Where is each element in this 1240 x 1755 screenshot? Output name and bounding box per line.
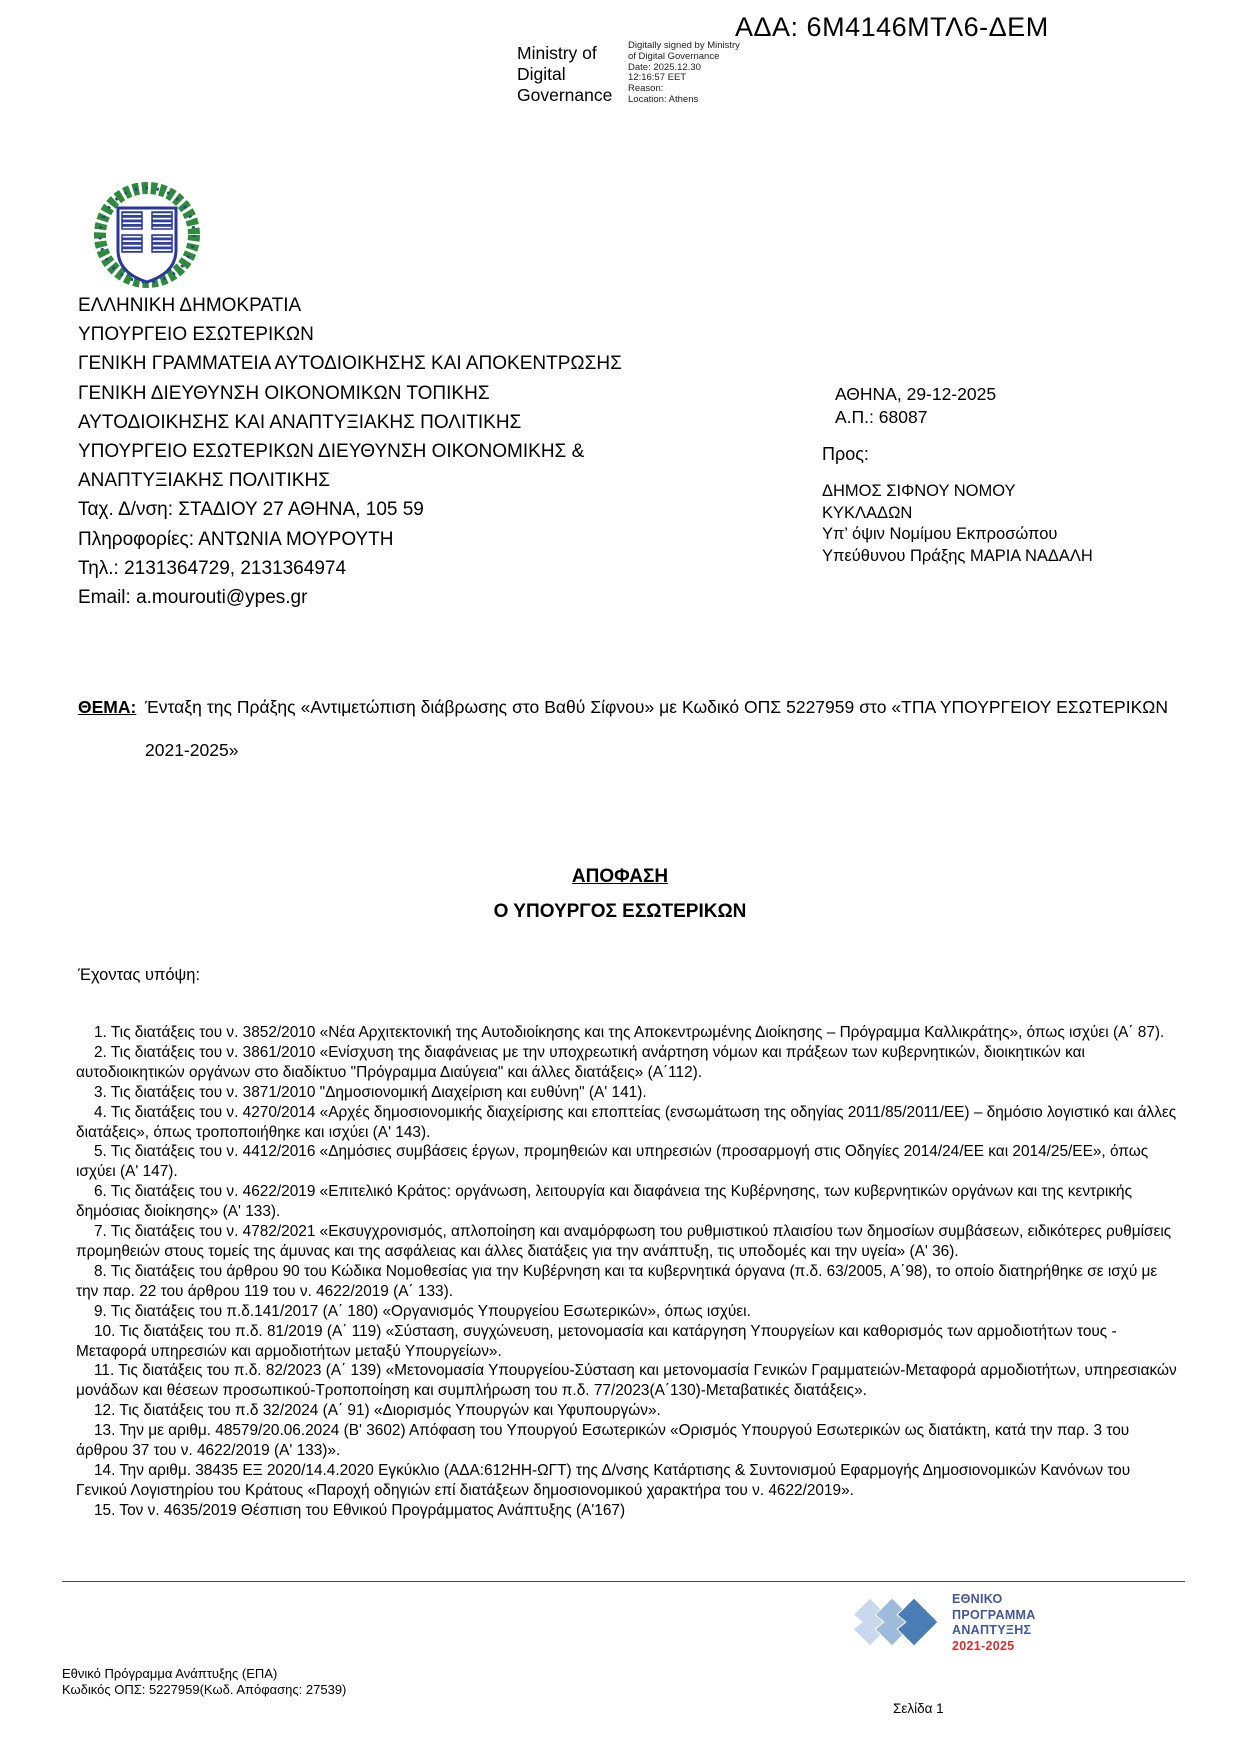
recipient-lines [822,481,1093,567]
agency-header-line: ΓΕΝΙΚΗ ΔΙΕΥΘΥΝΣΗ ΟΙΚΟΝΟΜΙΚΩΝ ΤΟΠΙΚΗΣ [78,382,490,404]
signature-detail-line: Digitally signed by Ministry [628,40,740,51]
footer-code-line: Κωδικός ΟΠΣ: 5227959(Κωδ. Απόφασης: 27539) [62,1682,347,1697]
subject-section [78,686,1168,772]
consideration-item: 11. Τις διατάξεις του π.δ. 82/2023 (Α΄ 139) «Μετονομασία Υπουργείου-Σύσταση και μετονομασία Γενικών Γραμματειών-Μεταφορά αρμοδιοτήτων, υπηρεσιακών μονάδων και θέσεων προσωπικού-Τροποποίηση και συμπλήρωση του π.δ. 77/2023(Α΄130)-Μεταβατικές διατάξεις». [76,1362,1177,1400]
recipient-block [822,444,1093,567]
signature-detail-line: Reason: [628,83,664,95]
agency-header-line: Email: a.mourouti@ypes.gr [78,587,308,609]
consideration-item: 13. Την με αριθμ. 48579/20.06.2024 (Β' 3602) Απόφαση του Υπουργού Εσωτερικών «Ορισμός Υπουργού Εσωτερικών ως διατάκτη, κατά την παρ. 3 του άρθρου 37 του ν. 4622/2019 (Α' 133)». [76,1422,1130,1460]
greek-coat-of-arms-icon [84,170,210,305]
signature-detail-line: 12:16:57 EET [628,72,687,84]
agency-header-line: ΓΕΝΙΚΗ ΓΡΑΜΜΑΤΕΙΑ ΑΥΤΟΔΙΟΙΚΗΣΗΣ ΚΑΙ ΑΠΟΚΕΝΤΡΩΣΗΣ [78,353,622,375]
agency-header-line: ΑΥΤΟΔΙΟΙΚΗΣΗΣ ΚΑΙ ΑΝΑΠΤΥΞΙΑΚΗΣ ΠΟΛΙΤΙΚΗΣ [78,411,522,433]
consideration-item: 7. Τις διατάξεις του ν. 4782/2021 «Εκσυγχρονισμός, απλοποίηση και αναμόρφωση του ρυθμιστικού πλαισίου των δημοσίων συμβάσεων, ειδικότερες ρυθμίσεις προμηθειών στους τομείς της άμυνας και της ασφάλειας και άλλες διατάξεις για την ανάπτυξη, τις υποδομές και την υγεία» (Α' 36). [76,1223,1172,1260]
ada-code: ΑΔΑ: 6Μ4146ΜΤΛ6-ΔΕΜ [735,12,1049,42]
consideration-item: 1. Τις διατάξεις του ν. 3852/2010 «Νέα Αρχιτεκτονική της Αυτοδιοίκησης και της Αποκεντρωμένης Διοίκησης – Πρόγραμμα Καλλικράτης», όπως ισχύει (Α΄ 87). [94,1024,1165,1041]
preamble: Έχοντας υπόψη: [78,966,201,984]
agency-header-line: ΑΝΑΠΤΥΞΙΑΚΗΣ ΠΟΛΙΤΙΚΗΣ [78,470,330,492]
digital-signature-name: Ministry of Digital Governance [517,43,613,105]
subject-text: Ένταξη της Πράξης «Αντιμετώπιση διάβρωσης στο Βαθύ Σίφνου» με Κωδικό ΟΠΣ 5227959 στο «ΤΠΑ ΥΠΟΥΡΓΕΙΟΥ ΕΣΩΤΕΡΙΚΩΝ 2021-2025» [145,697,1168,760]
consideration-item: 2. Τις διατάξεις του ν. 3861/2010 «Ενίσχυση της διαφάνειας με την υποχρεωτική ανάρτηση νόμων και πράξεων των κυβερνητικών, διοικητικών και αυτοδιοικητικών οργάνων στο διαδίκτυο "Πρόγραμμα Διαύγεια" και άλλες διατάξεις» (Α΄112). [76,1043,1085,1081]
recipient-line: Υπ’ όψιν Νομίμου Εκπροσώπου [822,525,1058,543]
epa-logo-line-2: ΠΡΟΓΡΑΜΜΑ [952,1607,1036,1622]
protocol-number-line: Α.Π.: 68087 [835,407,928,427]
agency-header [78,291,622,612]
consideration-item: 9. Τις διατάξεις του π.δ.141/2017 (Α΄ 180) «Οργανισμός Υπουργείου Εσωτερικών», όπως ισχύει. [94,1302,751,1320]
consideration-item: 4. Τις διατάξεις του ν. 4270/2014 «Αρχές δημοσιονομικής διαχείρισης και εποπτείας (ενσωμάτωση της οδηγίας 2011/85/2011/ΕΕ) – δημόσιο λογιστικό και άλλες διατάξεις», όπως τροποποιήθηκε και ισχύει (Α' 143). [76,1103,1177,1141]
footer-program-line: Εθνικό Πρόγραμμα Ανάπτυξης (ΕΠΑ) [62,1666,278,1681]
agency-header-line: ΕΛΛΗΝΙΚΗ ΔΗΜΟΚΡΑΤΙΑ [78,295,302,316]
footer-info [62,1666,346,1698]
city-date-line: ΑΘΗΝΑ, 29-12-2025 [835,384,997,404]
recipient-line: ΚΥΚΛΑΔΩΝ [822,503,913,522]
consideration-item: 5. Τις διατάξεις του ν. 4412/2016 «Δημόσιες συμβάσεις έργων, προμηθειών και υπηρεσιών (προσαρμογή στις Οδηγίες 2014/24/ΕΕ και 2014/25/ΕΕ», όπως ισχύει (Α' 147). [76,1143,1149,1181]
agency-header-line: Ταχ. Δ/νση: ΣΤΑΔΙΟΥ 27 ΑΘΗΝΑ, 105 59 [78,499,424,521]
agency-header-line: Τηλ.: 2131364729, 2131364974 [78,557,347,579]
epa-logo-icon [842,1584,946,1665]
signature-detail-line: Date: 2025.12.30 [628,61,701,73]
consideration-item: 8. Τις διατάξεις του άρθρου 90 του Κώδικα Νομοθεσίας για την Κυβέρνηση και τα κυβερνητικά όργανα (π.δ. 63/2005, Α΄98), το οποίο διατηρήθηκε σε ισχύ με την παρ. 22 του άρθρου 119 του ν. 4622/2019 (Α΄ 133). [76,1262,1158,1300]
consideration-item: 10. Τις διατάξεις του π.δ. 81/2019 (Α΄ 119) «Σύσταση, συγχώνευση, μετονομασία και κατάργηση Υπουργείων και καθορισμός των αρμοδιοτήτων τους - Μεταφορά υπηρεσιών και αρμοδιοτήτων μεταξύ Υπουργείων». [76,1322,1117,1360]
page-number: Σελίδα 1 [893,1701,944,1716]
signature-detail-line: Location: Athens [628,93,699,105]
epa-logo-line-4: 2021-2025 [952,1638,1015,1653]
decision-title: ΑΠΟΦΑΣΗ [571,866,669,887]
epa-logo-line-1: ΕΘΝΙΚΟ [952,1592,1003,1606]
footer-divider [62,1581,1185,1582]
subject-label: ΘΕΜΑ: [78,697,137,717]
agency-header-line: ΥΠΟΥΡΓΕΙΟ ΕΣΩΤΕΡΙΚΩΝ ΔΙΕΥΘΥΝΣΗ ΟΙΚΟΝΟΜΙΚΗΣ & [78,441,585,463]
agency-header-line: ΥΠΟΥΡΓΕΙΟ ΕΣΩΤΕΡΙΚΩΝ [78,324,314,346]
agency-header-line: Πληροφορίες: ΑΝΤΩΝΙΑ ΜΟΥΡΟΥΤΗ [78,528,394,550]
epa-logo-text [952,1592,1036,1654]
recipient-line: ΔΗΜΟΣ ΣΙΦΝΟΥ ΝΟΜΟΥ [822,482,1016,500]
recipient-line: Υπεύθυνου Πράξης ΜΑΡΙΑ ΝΑΔΑΛΗ [822,546,1093,565]
digital-signature-details [628,41,740,106]
consideration-item: 14. Την αριθμ. 38435 ΕΞ 2020/14.4.2020 Εγκύκλιο (ΑΔΑ:612ΗΗ-ΩΓΤ) της Δ/νσης Κατάρτισης & Συντονισμού Εφαρμογής Δημοσιονομικών Κανόνων του Γενικού Λογιστηρίου του Κράτους «Παροχή οδηγιών επί διατάξεων δημοσιονομικού χαρακτήρα του ν. 4622/2019». [76,1461,1131,1499]
consideration-item: 6. Τις διατάξεις του ν. 4622/2019 «Επιτελικό Κράτος: οργάνωση, λειτουργία και διαφάνεια της Κυβέρνησης, των κυβερνητικών οργάνων και της κεντρικής δημόσιας διοίκησης» (Α' 133). [76,1183,1132,1221]
epa-logo-line-3: ΑΝΑΠΤΥΞΗΣ [952,1623,1032,1637]
decision-subtitle: Ο ΥΠΟΥΡΓΟΣ ΕΣΩΤΕΡΙΚΩΝ [493,901,747,922]
considerations-list [76,1023,1182,1521]
signature-detail-line: of Digital Governance [628,50,720,62]
consideration-item: 12. Τις διατάξεις του π.δ 32/2024 (Α΄ 91) «Διορισμός Υπουργών και Υφυπουργών». [94,1402,661,1420]
consideration-item: 3. Τις διατάξεις του ν. 3871/2010 "Δημοσιονομική Διαχείριση και ευθύνη" (Α' 141). [94,1083,647,1101]
date-protocol-block [835,383,996,429]
recipient-label: Προς: [822,444,869,464]
consideration-item: 15. Τον ν. 4635/2019 Θέσπιση του Εθνικού Προγράμματος Ανάπτυξης (Α'167) [94,1501,626,1519]
